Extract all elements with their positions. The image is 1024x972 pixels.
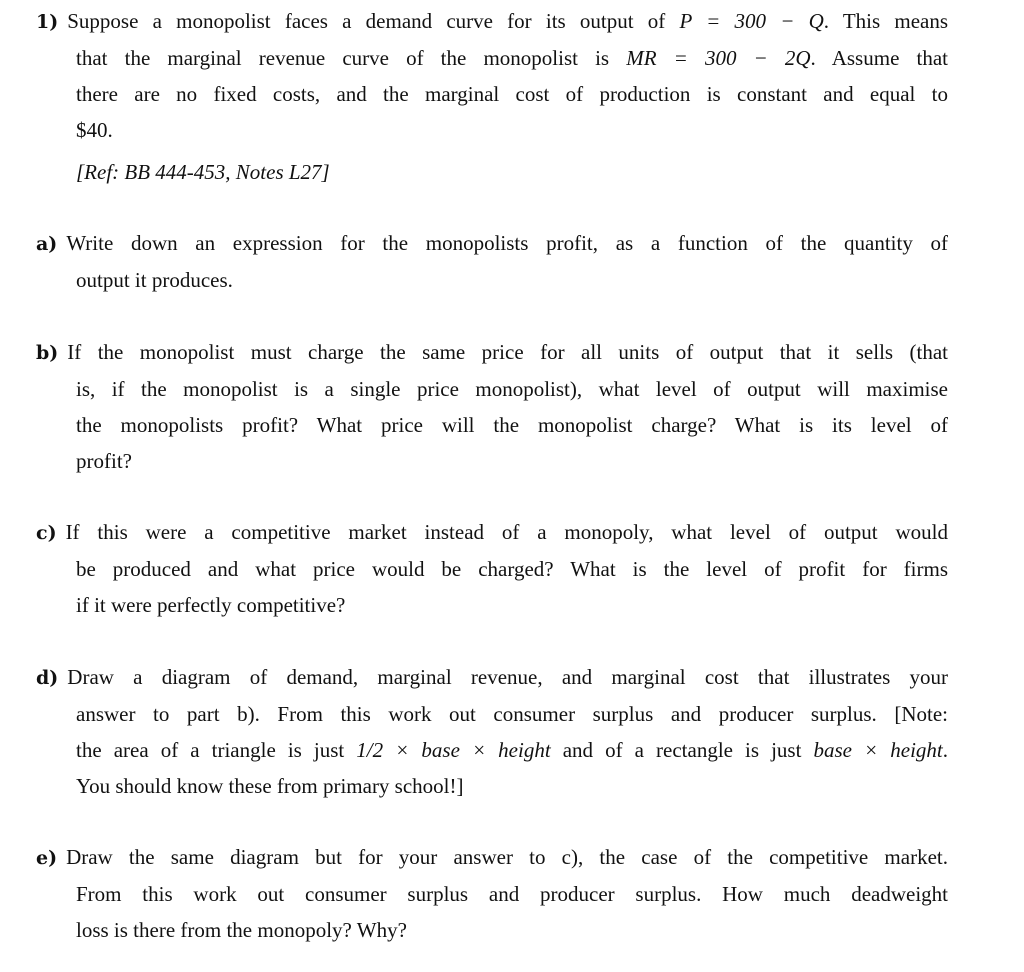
- part-b-line-4: profit?: [76, 449, 132, 473]
- part-d-line-1: d) Draw a diagram of demand, marginal revenue, and marginal cost that illustrates your: [36, 665, 948, 689]
- marginal-revenue-equation: MR = 300 − 2Q: [626, 46, 811, 70]
- part-a: [36, 225, 948, 298]
- question-1-label: 1): [36, 11, 59, 33]
- part-c-line-3: if it were perfectly competitive?: [76, 593, 346, 617]
- question-1-line-1: 1) Suppose a monopolist faces a demand curve for its output of P = 300 − Q. This means: [36, 9, 949, 33]
- question-1-line-4: $40.: [76, 118, 113, 142]
- question-1-line-3: there are no fixed costs, and the marginal cost of production is constant and equal to: [76, 82, 948, 106]
- part-b: [36, 334, 948, 479]
- part-b-line-3: the monopolists profit? What price will the monopolist charge? What is its level of: [76, 413, 948, 437]
- part-b-line-2: is, if the monopolist is a single price monopolist), what level of output will maximise: [76, 377, 948, 401]
- part-c-line-1: c) If this were a competitive market instead of a monopoly, what level of output would: [36, 520, 948, 544]
- part-d-line-4: You should know these from primary school!]: [76, 774, 464, 798]
- part-e: [36, 839, 948, 948]
- part-a-line-1: a) Write down an expression for the monopolists profit, as a function of the quantity of: [36, 231, 948, 255]
- part-b-line-1: b) If the monopolist must charge the same price for all units of output that it sells (that: [36, 340, 948, 364]
- part-d-label: d): [36, 667, 59, 689]
- part-e-line-1: e) Draw the same diagram but for your answer to c), the case of the competitive market.: [36, 845, 948, 869]
- part-e-label: e): [36, 847, 58, 869]
- question-1-line-2: that the marginal revenue curve of the monopolist is MR = 300 − 2Q. Assume that: [76, 46, 948, 70]
- part-c-label: c): [36, 522, 57, 544]
- part-b-label: b): [36, 342, 59, 364]
- part-d: [36, 659, 948, 804]
- rectangle-area-formula: base × height: [813, 738, 943, 762]
- part-a-line-2: output it produces.: [76, 268, 233, 292]
- part-d-line-2: answer to part b). From this work out consumer surplus and producer surplus. [Note:: [76, 702, 948, 726]
- part-e-line-3: loss is there from the monopoly? Why?: [76, 918, 407, 942]
- question-1: [36, 3, 948, 148]
- demand-equation: P = 300 − Q: [679, 9, 824, 33]
- part-d-line-3: the area of a triangle is just 1/2 × base × height and of a rectangle is just base × height.: [76, 738, 949, 762]
- reference-note: [Ref: BB 444-453, Notes L27]: [76, 160, 330, 184]
- part-a-label: a): [36, 233, 58, 255]
- part-c: [36, 514, 948, 623]
- part-e-line-2: From this work out consumer surplus and producer surplus. How much deadweight: [76, 882, 948, 906]
- part-c-line-2: be produced and what price would be charged? What is the level of profit for firms: [76, 557, 948, 581]
- triangle-area-formula: 1/2 × base × height: [356, 738, 551, 762]
